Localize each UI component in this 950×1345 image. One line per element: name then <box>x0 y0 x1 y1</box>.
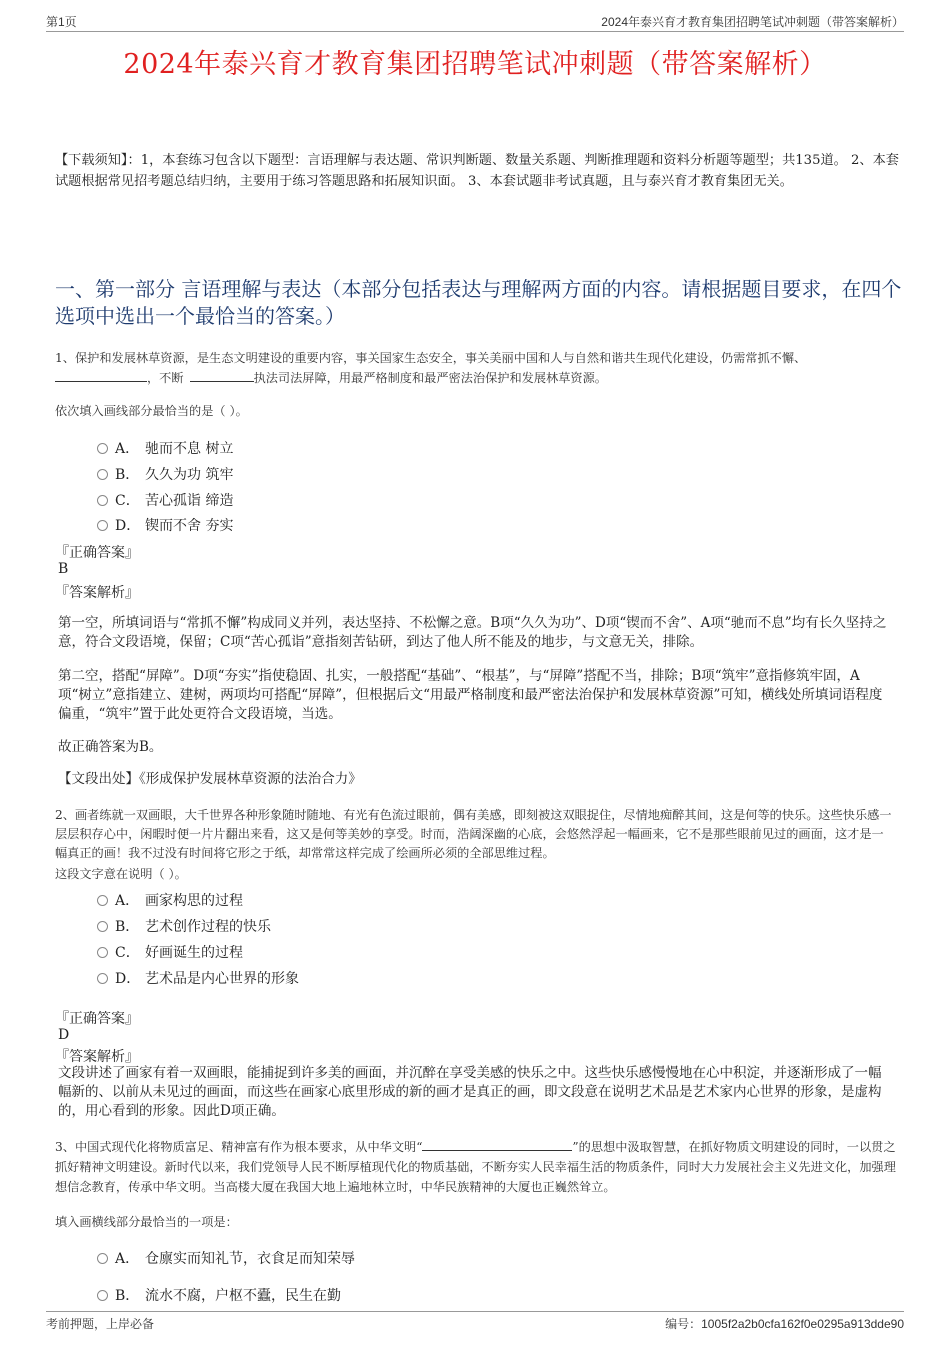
option-letter: A． <box>115 893 140 909</box>
radio-button-icon[interactable] <box>97 921 108 932</box>
question-1-stem-b: ，不断 <box>147 371 184 385</box>
footer-divider <box>46 1311 904 1312</box>
option-letter: B． <box>115 1288 140 1304</box>
option-text: 画家构思的过程 <box>145 893 243 909</box>
page-number: 第1页 <box>46 15 77 29</box>
option-text: 驰而不息 树立 <box>145 441 234 457</box>
question-2-answer: D <box>58 1027 70 1043</box>
option-letter: C． <box>115 945 140 961</box>
radio-button-icon[interactable] <box>97 895 108 906</box>
radio-button-icon[interactable] <box>97 469 108 480</box>
header-divider <box>46 31 904 32</box>
radio-button-icon[interactable] <box>97 1290 108 1301</box>
option-text: 苦心孤诣 缔造 <box>145 493 234 509</box>
question-2-stem: 2、画者练就一双画眼，大千世界各种形象随时随地、有光有色流过眼前，偶有美感，即刻被这双眼捉住，尽情地痴醉其间，这是何等的快乐。这些快乐感一层层积存心中，闲暇时便一片片翻出来看，这又是何等美妙的享受。时而，浩阔深幽的心底，会悠然浮起一幅画来，它不是那些眼前见过的画面，这才是一幅真正的画！我不过没有时间将它形之于纸，却常常这样完成了绘画所必须的全部思维过程。 <box>55 808 892 860</box>
question-1-analysis-1: 第一空，所填词语与“常抓不懈”构成同义并列，表达坚持、不松懈之意。B项“久久为功”、D项“锲而不舍”、A项“驰而不息”均有长久坚持之意，符合文段语境，保留；C项“苦心孤诣”意指刻苦钻研，到达了他人所不能及的地步，与文意无关，排除。 <box>58 615 887 650</box>
footer-doc-code <box>665 1315 904 1332</box>
question-1-answer-label: 『正确答案』 <box>55 545 139 561</box>
option-letter: A． <box>115 441 140 457</box>
question-1-blank-2 <box>190 369 254 382</box>
radio-button-icon[interactable] <box>97 1253 108 1264</box>
question-1-analysis-2: 第二空，搭配“屏障”。D项“夯实”指使稳固、扎实，一般搭配“基础”、“根基”，与“屏障”搭配不当，排除；B项“筑牢”意指修筑牢固，A项“树立”意指建立、建树，两项均可搭配“屏障”，但根据后文“用最严格制度和最严密法治保护和发展林草资源”可知，横线处所填词语程度偏重，“筑牢”置于此处更符合文段语境，当选。 <box>58 668 883 722</box>
radio-button-icon[interactable] <box>97 443 108 454</box>
question-2-prompt: 这段文字意在说明（ ）。 <box>55 867 187 881</box>
option-text: 艺术创作过程的快乐 <box>145 919 271 935</box>
question-2-analysis-label: 『答案解析』 <box>55 1049 139 1065</box>
section-heading: 一、第一部分 言语理解与表达（本部分包括表达与理解两方面的内容。请根据题目要求，在四个选项中选出一个最恰当的答案。） <box>55 277 902 328</box>
question-1-blank-1 <box>55 369 147 382</box>
radio-button-icon[interactable] <box>97 973 108 984</box>
question-2-answer-label: 『正确答案』 <box>55 1011 139 1027</box>
option-text: 流水不腐，户枢不蠹，民生在勤 <box>145 1288 341 1304</box>
radio-button-icon[interactable] <box>97 520 108 531</box>
question-3-blank <box>422 1138 572 1151</box>
footer-slogan: 考前押题，上岸必备 <box>46 1317 155 1331</box>
option-letter: D． <box>115 518 141 534</box>
question-1-stem <box>55 348 903 388</box>
option-letter: B． <box>115 467 140 483</box>
header-doc-title: 2024年泰兴育才教育集团招聘笔试冲刺题（带答案解析） <box>601 15 904 29</box>
radio-button-icon[interactable] <box>97 495 108 506</box>
option-text: 久久为功 筑牢 <box>145 467 234 483</box>
question-3-stem <box>55 1137 900 1197</box>
option-text: 艺术品是内心世界的形象 <box>145 971 299 987</box>
question-1-stem-a: 1、保护和发展林草资源，是生态文明建设的重要内容，事关国家生态安全，事关美丽中国和人与自然和谐共生现代化建设，仍需常抓不懈、 <box>55 351 807 365</box>
question-2-analysis: 文段讲述了画家有着一双画眼，能捕捉到许多美的画面，并沉醉在享受美感的快乐之中。这些快乐感慢慢地在心中积淀，并逐渐形成了一幅幅新的、以前从未见过的画面，而这些在画家心底里形成的新的画才是真正的画，即文段意在说明艺术品是艺术家内心世界的形象，是虚构的，用心看到的形象。因此D项正确。 <box>58 1065 882 1119</box>
option-letter: B． <box>115 919 140 935</box>
question-1-conclusion: 故正确答案为B。 <box>58 739 163 755</box>
question-3-stem-a: 3、中国式现代化将物质富足、精神富有作为根本要求，从中华文明“ <box>55 1140 423 1154</box>
option-letter: C． <box>115 493 140 509</box>
option-text: 好画诞生的过程 <box>145 945 243 961</box>
footer-code-value: 1005f2a2b0cfa162f0e0295a913dde90 <box>701 1317 904 1331</box>
question-1-answer: B <box>58 561 69 577</box>
footer-code-label: 编号： <box>665 1317 702 1331</box>
option-letter: A． <box>115 1251 140 1267</box>
option-text: 锲而不舍 夯实 <box>145 518 234 534</box>
option-text: 仓廪实而知礼节，衣食足而知荣辱 <box>145 1251 355 1267</box>
page-title: 2024年泰兴育才教育集团招聘笔试冲刺题（带答案解析） <box>123 49 827 80</box>
question-1-analysis-label: 『答案解析』 <box>55 585 139 601</box>
question-3-stem-b: ”的思想中汲取智慧，在抓好物质文明建设的同时，一以贯之抓好精神文明建设。新时代以来，我们党领导人民不断厚植现代化的物质基础，不断夯实人民幸福生活的物质条件，同时大力发展社会主义先进文化，加强理想信念教育，传承中华文明。当高楼大厦在我国大地上遍地林立时，中华民族精神的大厦也正巍然耸立。 <box>55 1140 896 1194</box>
question-1-source: 【文段出处】《形成保护发展林草资源的法治合力》 <box>58 771 362 787</box>
radio-button-icon[interactable] <box>97 947 108 958</box>
question-3-prompt: 填入画横线部分最恰当的一项是： <box>55 1215 238 1229</box>
option-letter: D． <box>115 971 141 987</box>
question-1-prompt: 依次填入画线部分最恰当的是（ ）。 <box>55 404 248 418</box>
question-1-stem-c: 执法司法屏障，用最严格制度和最严密法治保护和发展林草资源。 <box>253 371 607 385</box>
download-notice: 【下载须知】：1，本套练习包含以下题型：言语理解与表达题、常识判断题、数量关系题、判断推理题和资料分析题等题型；共135道。 2、本套试题根据常见招考题总结归纳，主要用于练习答题思路和拓展知识面。 3、本套试题非考试真题，且与泰兴育才教育集团无关。 <box>55 153 899 189</box>
